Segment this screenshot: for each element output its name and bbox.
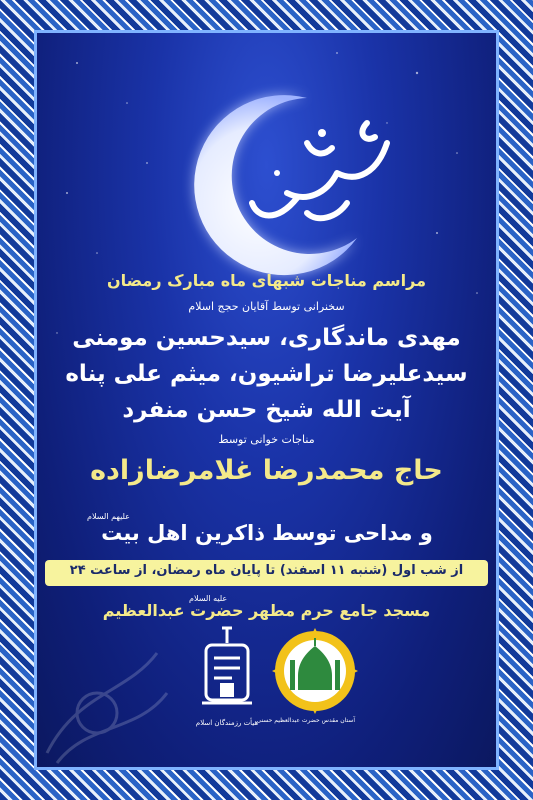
logo-right-caption: آستان مقدس حضرت عبدالعظیم حسنی xyxy=(256,717,355,724)
munajat-intro: مناجات خوانی توسط xyxy=(218,433,315,446)
madahi-line: و مداحی توسط ذاکرین اهل بیت xyxy=(101,521,433,545)
madahi-note: علیهم السلام xyxy=(87,512,130,521)
rozmandegan-logo-icon xyxy=(192,623,262,715)
speakers-line-3: آیت الله شیخ حسن منفرد xyxy=(122,397,411,423)
poster-panel xyxy=(37,33,496,767)
title-line: مراسم مناجات شبهای ماه مبارک رمضان xyxy=(107,271,426,290)
ramadan-calligraphy xyxy=(237,103,407,243)
schedule-text: از شب اول (شنبه ۱۱ اسفند) تا پایان ماه رمضان، از ساعت ۲۴ xyxy=(69,563,464,578)
shrine-dome-logo-icon xyxy=(272,628,358,714)
logo-left-caption: هیأت رزمندگان اسلام xyxy=(195,719,259,727)
venue-text: مسجد جامع حرم مطهر حضرت عبدالعظیم xyxy=(102,601,431,620)
munajat-reader: حاج محمدرضا غلامرضازاده xyxy=(90,455,443,486)
venue-note: علیه السلام xyxy=(189,594,228,603)
arabesque-ornament xyxy=(37,633,177,767)
speakers-line-2: سیدعلیرضا تراشیون، میثم علی پناه xyxy=(65,361,468,387)
speakers-line-1: مهدی ماندگاری، سیدحسین مومنی xyxy=(72,325,461,351)
speakers-intro: سخنرانی توسط آقایان حجج اسلام xyxy=(188,300,345,313)
